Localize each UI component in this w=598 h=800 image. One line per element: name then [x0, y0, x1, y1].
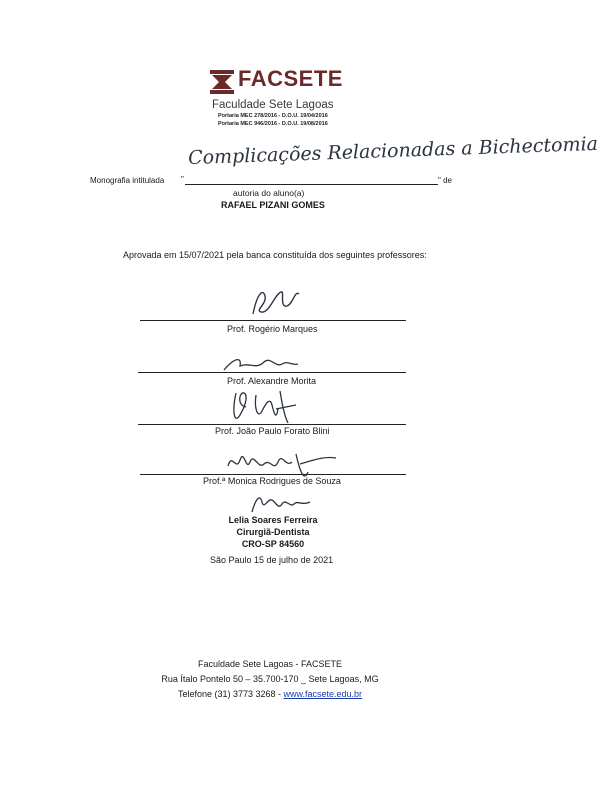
signature-joao-paulo: [226, 385, 306, 429]
place-and-date: São Paulo 15 de julho de 2021: [210, 555, 334, 565]
title-underline: [185, 184, 438, 185]
signature-rogerio: [245, 284, 305, 320]
footer-address: Rua Ítalo Pontelo 50 – 35.700-170 _ Sete Lagoas, MG: [161, 674, 379, 684]
facsete-logo-mark: [210, 70, 234, 94]
stamp-name: Lelia Soares Ferreira: [228, 515, 318, 525]
footer-phone: Telefone (31) 3773 3268 -: [177, 689, 284, 699]
professor-name-3: Prof. João Paulo Forato Blini: [215, 426, 330, 436]
professor-name-2: Prof. Alexandre Morita: [227, 376, 317, 386]
stamp-registry: CRO-SP 84560: [241, 539, 305, 549]
logo-brand-text: FACSETE: [238, 66, 343, 91]
close-quote: " de: [438, 176, 452, 185]
open-quote: ": [181, 175, 184, 184]
signature-line-4: [140, 474, 406, 475]
approval-statement: Aprovada em 15/07/2021 pela banca constituída dos seguintes professores:: [123, 250, 427, 260]
signature-line-2: [138, 372, 406, 373]
signature-line-3: [138, 424, 406, 425]
student-name: RAFAEL PIZANI GOMES: [221, 200, 325, 210]
stamp-role: Cirurgiã-Dentista: [236, 527, 310, 537]
portaria-line-2: Portaria MEC 946/2016 - D.O.U. 19/08/2016: [218, 121, 328, 127]
footer-website-link[interactable]: www.facsete.edu.br: [283, 689, 363, 699]
footer-institution: Faculdade Sete Lagoas - FACSETE: [197, 659, 343, 669]
authorship-label: autoria do aluno(a): [233, 188, 305, 198]
handwritten-monograph-title: Complicações Relacionadas a Bichectomia: [187, 132, 598, 170]
professor-name-1: Prof. Rogério Marques: [227, 324, 318, 334]
facsete-logo: [210, 68, 350, 132]
professor-name-4: Prof.ª Monica Rodrigues de Souza: [203, 476, 341, 486]
footer: [161, 657, 379, 702]
logo-subtitle: Faculdade Sete Lagoas: [212, 99, 334, 111]
signature-lelia: [246, 490, 316, 516]
monograph-label: Monografia intitulada: [90, 176, 165, 185]
portaria-line-1: Portaria MEC 278/2016 - D.O.U. 19/04/2016: [218, 113, 328, 119]
signature-line-1: [140, 320, 406, 321]
footer-contact: [170, 687, 370, 702]
